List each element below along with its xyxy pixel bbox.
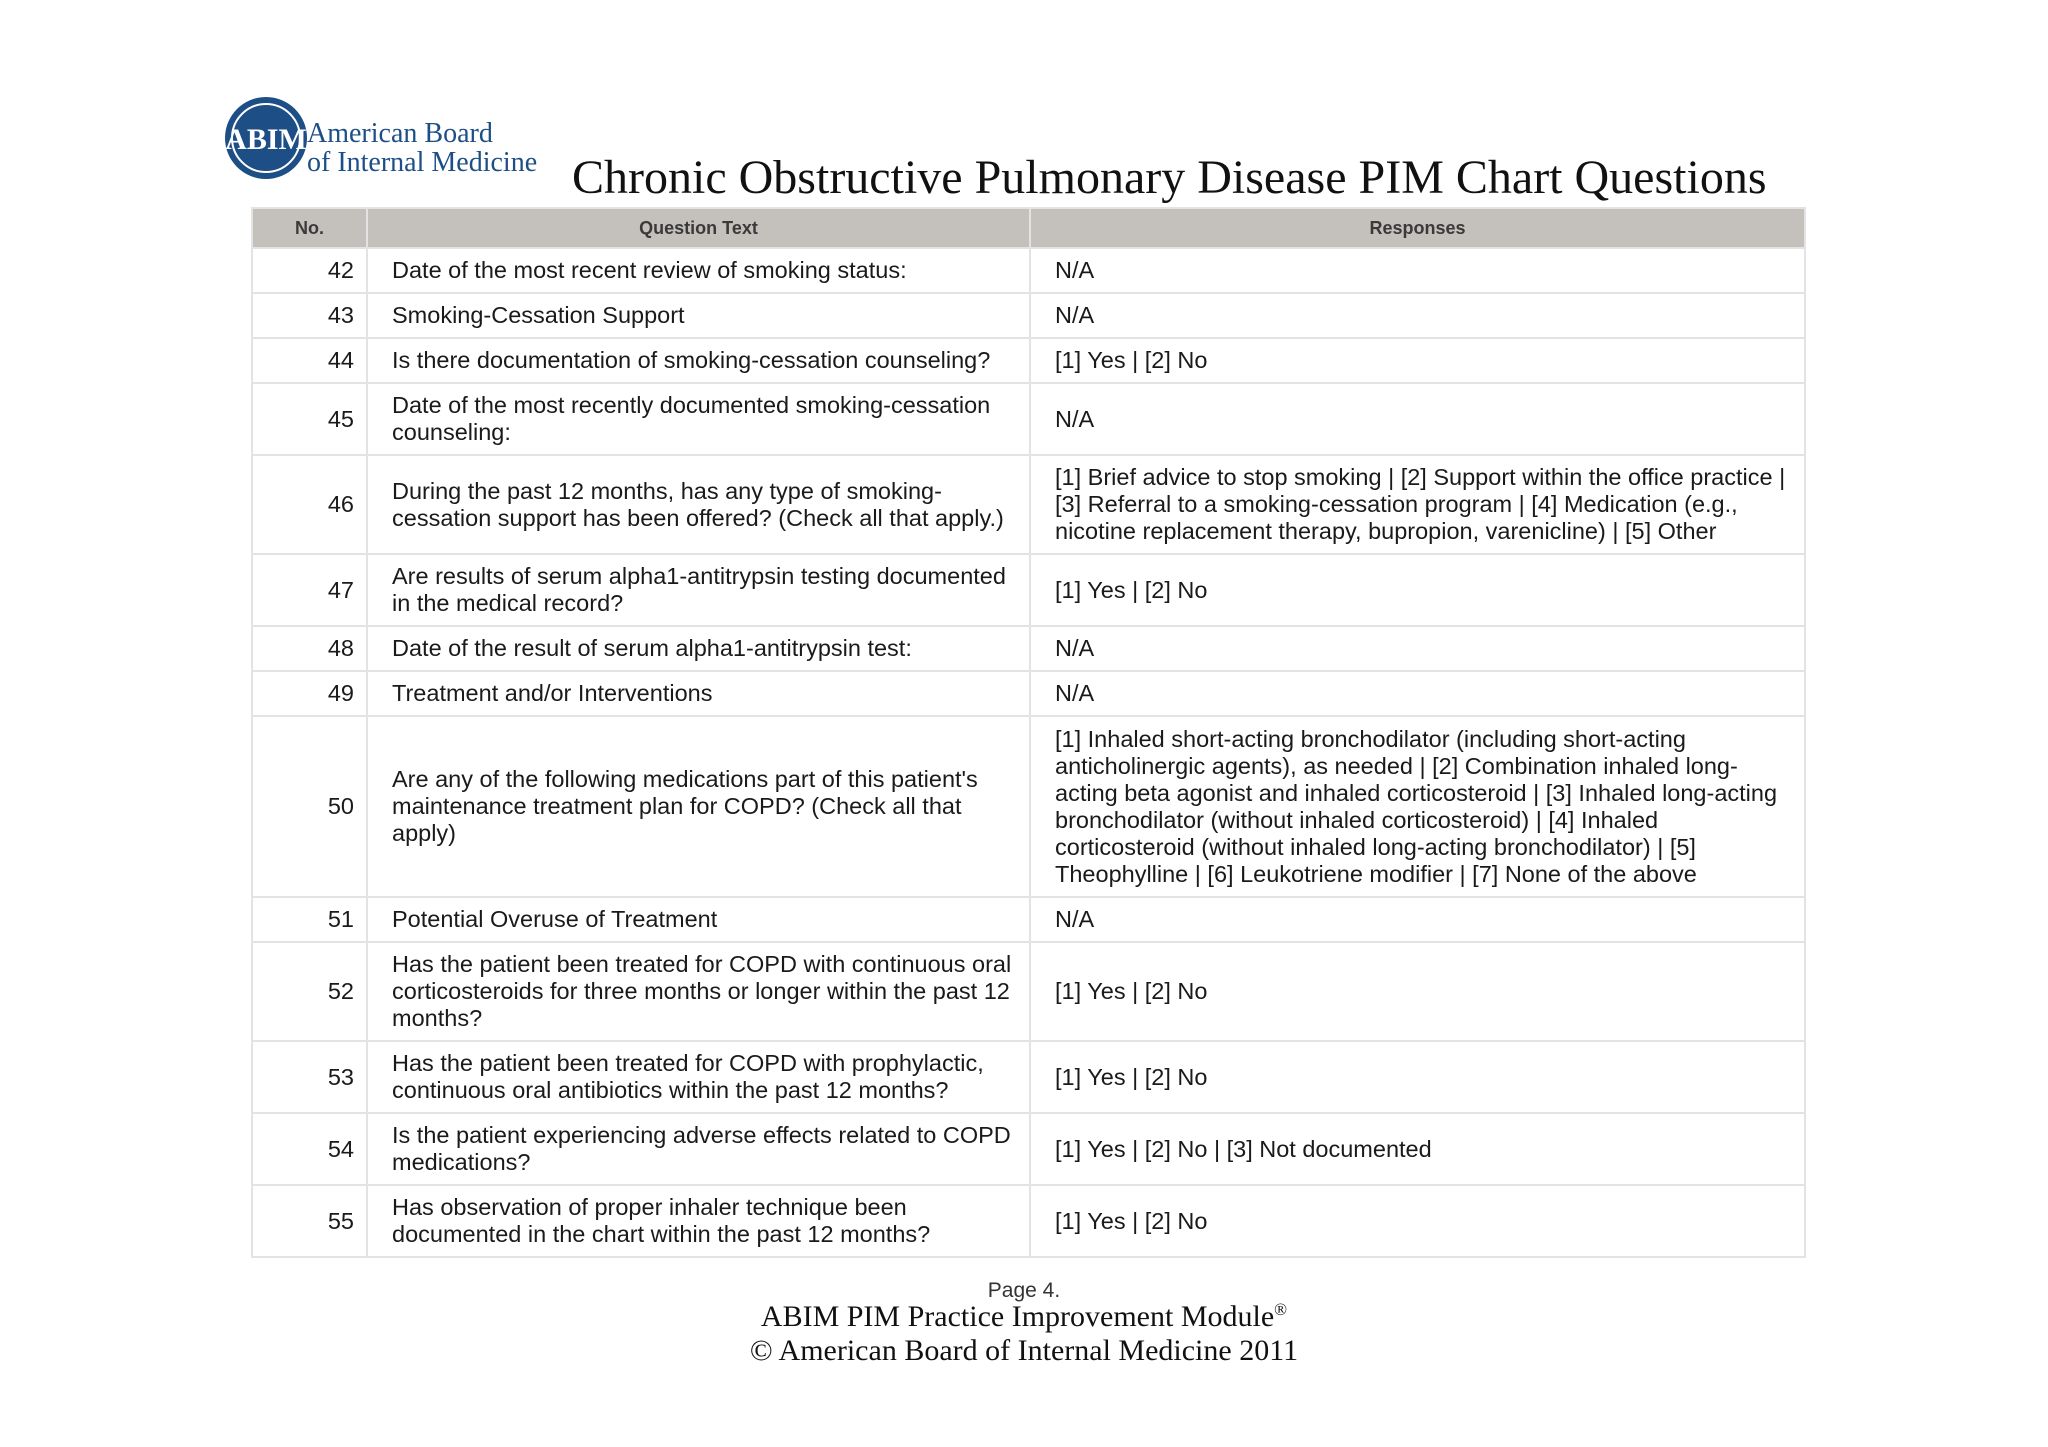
table-row xyxy=(252,1185,1805,1257)
questions-table xyxy=(251,207,1806,1258)
question-number: 53 xyxy=(252,1041,367,1113)
footer-copyright: © American Board of Internal Medicine 2011 xyxy=(749,1334,1299,1367)
question-response: [1] Yes | [2] No xyxy=(1030,338,1805,383)
question-response: N/A xyxy=(1030,897,1805,942)
question-response: [1] Yes | [2] No | [3] Not documented xyxy=(1030,1113,1805,1185)
question-number: 55 xyxy=(252,1185,367,1257)
question-response: N/A xyxy=(1030,626,1805,671)
question-text: Is there documentation of smoking-cessation counseling? xyxy=(367,338,1030,383)
table-row xyxy=(252,248,1805,293)
logo-line-1: American Board xyxy=(307,118,493,149)
question-text: Are any of the following medications part of this patient's maintenance treatment plan for COPD? (Check all that apply) xyxy=(367,716,1030,897)
question-text: During the past 12 months, has any type of smoking-cessation support has been offered? (Check all that apply.) xyxy=(367,455,1030,554)
question-text: Date of the result of serum alpha1-antitrypsin test: xyxy=(367,626,1030,671)
table-row xyxy=(252,293,1805,338)
table-row xyxy=(252,383,1805,455)
question-number: 51 xyxy=(252,897,367,942)
registered-mark: ® xyxy=(1274,1300,1288,1319)
question-number: 44 xyxy=(252,338,367,383)
question-response: [1] Yes | [2] No xyxy=(1030,942,1805,1041)
table-row xyxy=(252,1041,1805,1113)
question-response: N/A xyxy=(1030,671,1805,716)
question-text: Has the patient been treated for COPD with continuous oral corticosteroids for three months or longer within the past 12 months? xyxy=(367,942,1030,1041)
table-header-row xyxy=(252,208,1805,248)
table-row xyxy=(252,1113,1805,1185)
page-title: Chronic Obstructive Pulmonary Disease PIM Chart Questions xyxy=(572,151,1767,204)
abim-logo xyxy=(223,95,563,185)
question-number: 42 xyxy=(252,248,367,293)
question-response: [1] Yes | [2] No xyxy=(1030,554,1805,626)
header-question-text: Question Text xyxy=(367,208,1030,248)
table-row xyxy=(252,455,1805,554)
question-text: Is the patient experiencing adverse effects related to COPD medications? xyxy=(367,1113,1030,1185)
table-row xyxy=(252,942,1805,1041)
header-responses: Responses xyxy=(1030,208,1805,248)
question-number: 46 xyxy=(252,455,367,554)
table-row xyxy=(252,897,1805,942)
footer-module-name: ABIM PIM Practice Improvement Module xyxy=(760,1300,1275,1333)
page-number: Page 4. xyxy=(987,1279,1061,1302)
question-text: Date of the most recently documented smoking-cessation counseling: xyxy=(367,383,1030,455)
table-row xyxy=(252,671,1805,716)
table-row xyxy=(252,338,1805,383)
question-response: N/A xyxy=(1030,383,1805,455)
question-number: 45 xyxy=(252,383,367,455)
question-number: 43 xyxy=(252,293,367,338)
question-number: 50 xyxy=(252,716,367,897)
question-text: Treatment and/or Interventions xyxy=(367,671,1030,716)
question-response: [1] Inhaled short-acting bronchodilator (including short-acting anticholinergic agents), as needed | [2] Combination inhaled long-acting beta agonist and inhaled corticosteroid | [3] Inhaled long-acting bronchodilator (without inhaled corticosteroid) | [4] Inhaled corticosteroid (without inhaled long-acting bronchodilator) | [5] Theophylline | [6] Leukotriene modifier | [7] None of the above xyxy=(1030,716,1805,897)
question-response: N/A xyxy=(1030,293,1805,338)
table-row xyxy=(252,626,1805,671)
header-no: No. xyxy=(252,208,367,248)
logo-wordmark xyxy=(307,119,537,177)
question-number: 48 xyxy=(252,626,367,671)
question-number: 47 xyxy=(252,554,367,626)
question-response: [1] Yes | [2] No xyxy=(1030,1041,1805,1113)
question-text: Potential Overuse of Treatment xyxy=(367,897,1030,942)
question-response: N/A xyxy=(1030,248,1805,293)
question-number: 52 xyxy=(252,942,367,1041)
question-text: Has observation of proper inhaler technique been documented in the chart within the past 12 months? xyxy=(367,1185,1030,1257)
question-text: Are results of serum alpha1-antitrypsin testing documented in the medical record? xyxy=(367,554,1030,626)
question-number: 49 xyxy=(252,671,367,716)
question-number: 54 xyxy=(252,1113,367,1185)
question-response: [1] Yes | [2] No xyxy=(1030,1185,1805,1257)
table-row xyxy=(252,554,1805,626)
abim-seal-icon xyxy=(223,95,309,181)
question-text: Date of the most recent review of smoking status: xyxy=(367,248,1030,293)
logo-line-2: of Internal Medicine xyxy=(307,147,538,178)
question-response: [1] Brief advice to stop smoking | [2] Support within the office practice | [3] Referral to a smoking-cessation program | [4] Medication (e.g., nicotine replacement therapy, bupropion, varenicline) | [5] Other xyxy=(1030,455,1805,554)
table-row xyxy=(252,716,1805,897)
question-text: Has the patient been treated for COPD with prophylactic, continuous oral antibiotics within the past 12 months? xyxy=(367,1041,1030,1113)
svg-text:ABIM: ABIM xyxy=(225,123,307,156)
question-text: Smoking-Cessation Support xyxy=(367,293,1030,338)
footer-module-line xyxy=(0,1300,2048,1334)
